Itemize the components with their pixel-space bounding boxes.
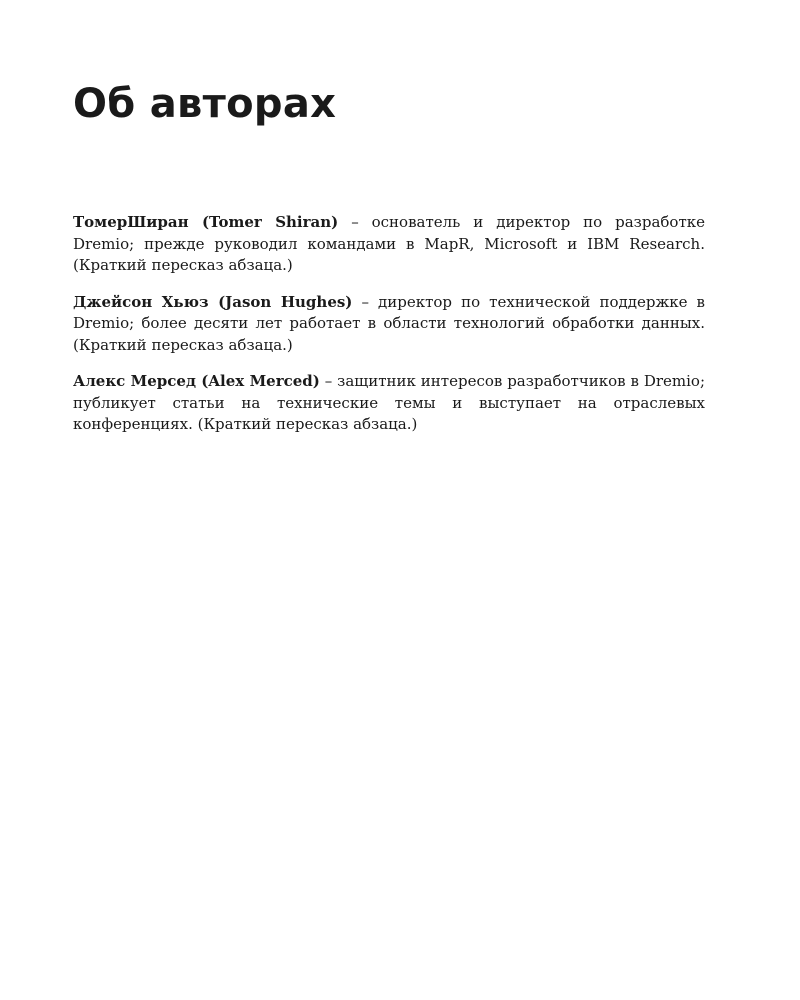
chapter-title: Об авторах bbox=[73, 81, 337, 127]
author-bio-text-merced: – защитник интересов разработчиков в Dremio; публикует статьи на технические темы и выступает на отраслевых конференциях. (Краткий пересказ абзаца.) bbox=[73, 372, 706, 433]
author-bios bbox=[73, 212, 705, 451]
author-name-shiran: ТомерШиран (Tomer Shiran) bbox=[73, 213, 339, 231]
author-bio-merced bbox=[73, 371, 705, 436]
author-bio-hughes bbox=[73, 292, 705, 357]
author-name-hughes: Джейсон Хьюз (Jason Hughes) bbox=[73, 292, 353, 311]
author-bio-text-shiran: – основатель и директор по разработке Dremio; прежде руководил командами в MapR, Microsoft и IBM Research. (Краткий пересказ абзаца.) bbox=[73, 213, 705, 274]
author-bio-text-hughes: – директор по технической поддержке в Dremio; более десяти лет работает в области технологий обработки данных. (Краткий пересказ абзаца.) bbox=[73, 292, 705, 354]
author-name-merced: Алекс Мерсед (Alex Merced) bbox=[73, 372, 320, 390]
author-bio-shiran bbox=[73, 212, 705, 277]
